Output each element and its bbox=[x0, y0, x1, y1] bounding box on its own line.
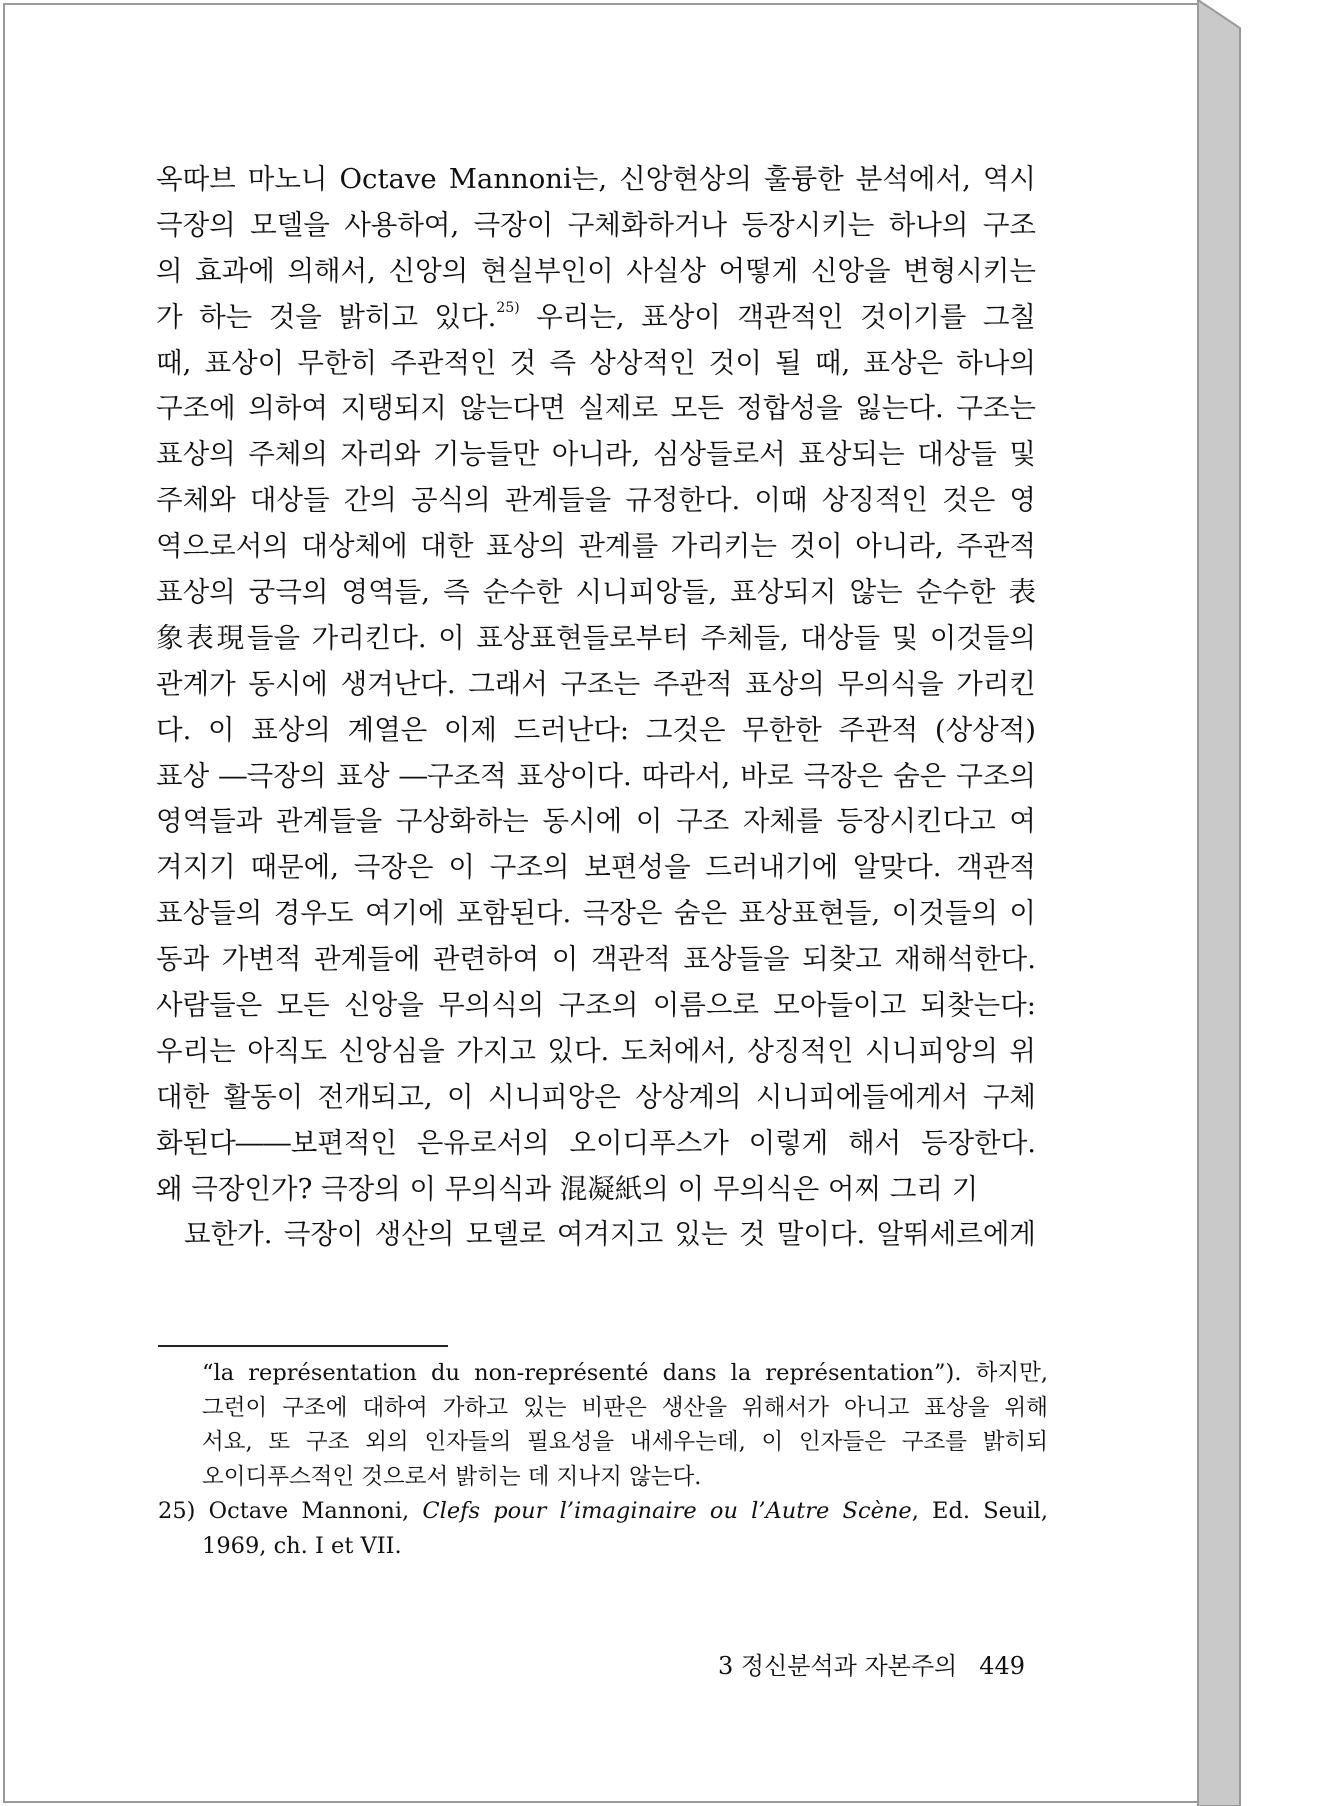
text-line: 역으로서의 대상체에 대한 표상의 관계를 가리키는 것이 아니라, 주관적 bbox=[156, 530, 1036, 563]
page-number: 449 bbox=[979, 1652, 1025, 1680]
footnote-separator bbox=[158, 1345, 448, 1347]
page-footer bbox=[718, 1646, 1025, 1681]
text-fragment: 가 하는 것을 밝히고 있다. bbox=[156, 300, 497, 333]
text-line: 왜 극장인가? 극장의 이 무의식과 混凝紙의 이 무의식은 어찌 그리 기 bbox=[156, 1172, 979, 1205]
text-line: 겨지기 때문에, 극장은 이 구조의 보편성을 드러내기에 알맞다. 객관적 bbox=[156, 851, 1036, 884]
footnote-continuation-line: 오이디푸스적인 것으로서 밝히는 데 지나지 않는다. bbox=[202, 1463, 702, 1490]
footnote-continuation-line: “la représentation du non-représenté dans la représentation”). 하지만, bbox=[202, 1360, 1048, 1386]
footnote-book-title: Clefs pour l’imaginaire ou l’Autre Scène bbox=[422, 1498, 912, 1524]
footnote-publisher: , Ed. Seuil, bbox=[911, 1498, 1049, 1524]
text-line: 구조에 의하여 지탱되지 않는다면 실제로 모든 정합성을 잃는다. 구조는 bbox=[156, 392, 1036, 425]
chapter-title: 3 정신분석과 자본주의 bbox=[718, 1652, 958, 1680]
text-line: 표상의 궁극의 영역들, 즉 순수한 시니피앙들, 표상되지 않는 순수한 表 bbox=[156, 576, 1036, 609]
text-line: 의 효과에 의해서, 신앙의 현실부인이 사실상 어떻게 신앙을 변형시키는 bbox=[156, 254, 1036, 287]
text-line: 象表現들을 가리킨다. 이 표상표현들로부터 주체들, 대상들 및 이것들의 bbox=[156, 621, 1036, 654]
text-line: 화된다――보편적인 은유로서의 오이디푸스가 이렇게 해서 등장한다. bbox=[156, 1126, 1036, 1159]
footnote-number: 25) bbox=[158, 1498, 196, 1524]
text-line: 대한 활동이 전개되고, 이 시니피앙은 상상계의 시니피에들에게서 구체 bbox=[156, 1080, 1036, 1113]
text-line-with-footnote bbox=[156, 295, 1036, 341]
text-line: 다. 이 표상의 계열은 이제 드러난다: 그것은 무한한 주관적 (상상적) bbox=[156, 713, 1036, 746]
text-line: 옥따브 마노니 Octave Mannoni는, 신앙현상의 훌륭한 분석에서, 역시 bbox=[156, 163, 1036, 195]
footnote-continuation-line: 그런이 구조에 대하여 가하고 있는 비판은 생산을 위해서가 아니고 표상을 위해 bbox=[202, 1394, 1048, 1421]
text-line: 표상 ―극장의 표상 ―구조적 표상이다. 따라서, 바로 극장은 숨은 구조의 bbox=[156, 759, 1036, 792]
text-line: 때, 표상이 무한히 주관적인 것 즉 상상적인 것이 될 때, 표상은 하나의 bbox=[156, 346, 1036, 379]
text-line: 영역들과 관계들을 구상화하는 동시에 이 구조 자체를 등장시킨다고 여 bbox=[156, 805, 1036, 838]
text-line bbox=[156, 1258, 1036, 1304]
footnote-continuation-line: 서요, 또 구조 외의 인자들의 필요성을 내세우는데, 이 인자들은 구조를 밝히되 bbox=[202, 1429, 1048, 1455]
text-line: 주체와 대상들 간의 공식의 관계들을 규정한다. 이때 상징적인 것은 영 bbox=[156, 484, 1036, 517]
text-line: 표상의 주체의 자리와 기능들만 아니라, 심상들로서 표상되는 대상들 및 bbox=[156, 438, 1036, 471]
text-line: 극장의 모델을 사용하여, 극장이 구체화하거나 등장시키는 하나의 구조 bbox=[156, 208, 1036, 241]
text-line: 동과 가변적 관계들에 관련하여 이 객관적 표상들을 되찾고 재해석한다. bbox=[156, 943, 1036, 976]
main-text bbox=[156, 157, 1036, 1304]
footnote-25 bbox=[158, 1494, 1048, 1529]
footnotes bbox=[158, 1356, 1048, 1563]
text-line: 우리는 아직도 신앙심을 가지고 있다. 도처에서, 상징적인 시니피앙의 위 bbox=[156, 1034, 1036, 1067]
paragraph-first-line: 묘한가. 극장이 생산의 모델로 여겨지고 있는 것 말이다. 알뛰세르에게 bbox=[184, 1218, 1036, 1251]
footnote-reference[interactable]: 25) bbox=[496, 299, 520, 316]
footnote-25-line2: 1969, ch. I et VII. bbox=[202, 1532, 402, 1559]
text-line: 사람들은 모든 신앙을 무의식의 구조의 이름으로 모아들이고 되찾는다: bbox=[156, 989, 1036, 1022]
footnote-author: Octave Mannoni, bbox=[208, 1498, 410, 1524]
text-fragment: 우리는, 표상이 객관적인 것이기를 그칠 bbox=[519, 300, 1036, 333]
text-line: 표상들의 경우도 여기에 포함된다. 극장은 숨은 표상표현들, 이것들의 이 bbox=[156, 897, 1036, 930]
text-line: 관계가 동시에 생겨난다. 그래서 구조는 주관적 표상의 무의식을 가리킨 bbox=[156, 667, 1036, 700]
